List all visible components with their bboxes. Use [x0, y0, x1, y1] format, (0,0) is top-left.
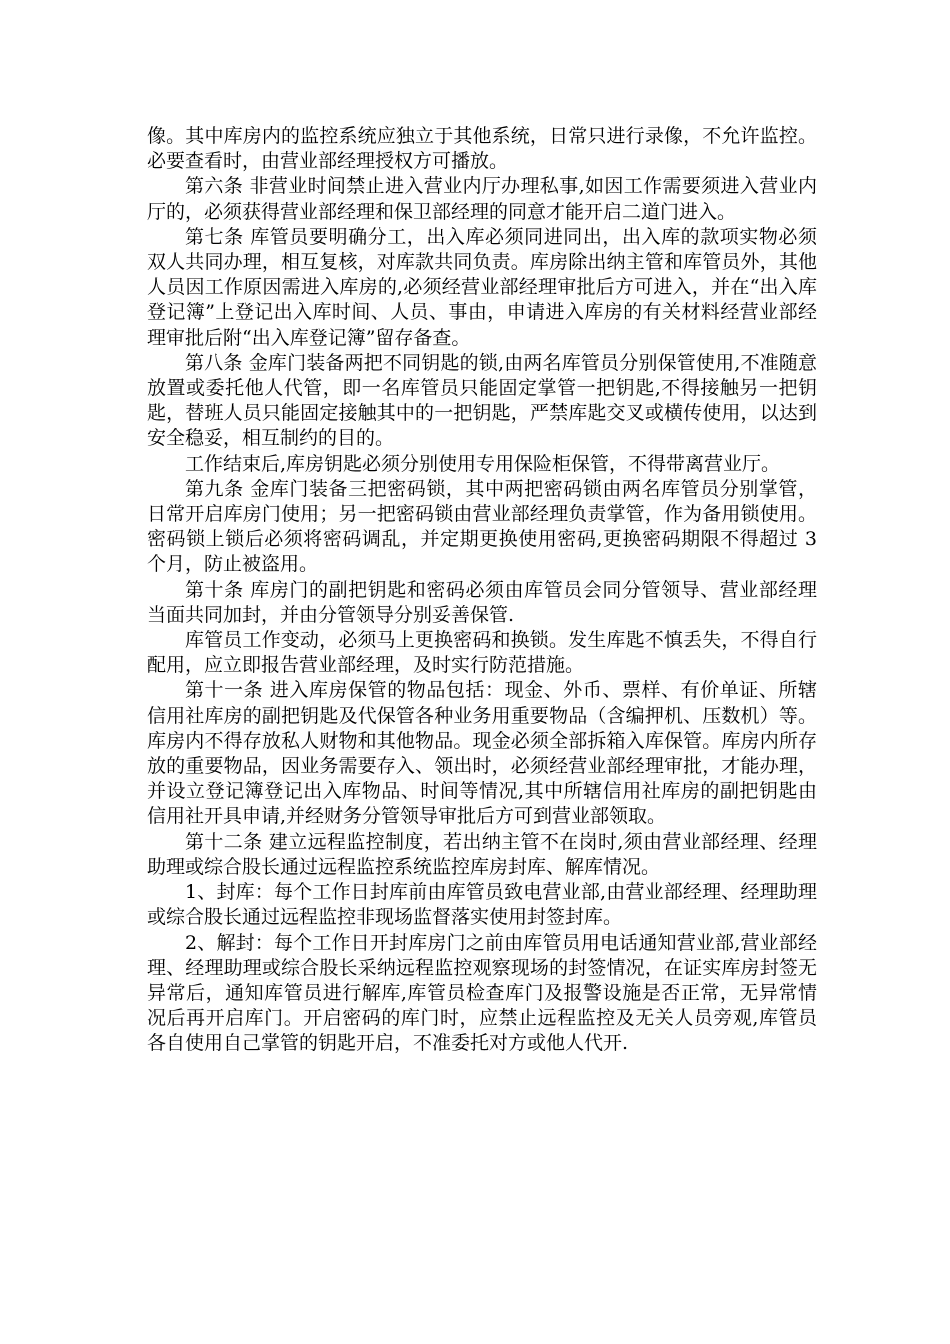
- paragraph-unsealing: 2、解封：每个工作日开封库房门之前由库管员用电话通知营业部,营业部经理、经理助理或综合股长采纳远程监控观察现场的封签情况，在证实库房封签无异常后，通知库管员进行解库,库管员检查库门及报警设施是否正常，无异常情况后再开启库门。开启密码的库门时，应禁止远程监控及无关人员旁观,库管员各自使用自己掌管的钥匙开启，不准委托对方或他人代开.: [147, 931, 817, 1055]
- paragraph-article-12: 第十二条 建立远程监控制度，若出纳主管不在岗时,须由营业部经理、经理助理或综合股长通过远程监控系统监控库房封库、解库情况。: [147, 830, 817, 878]
- document-body: [147, 124, 817, 1057]
- paragraph-article-9: 第九条 金库门装备三把密码锁，其中两把密码锁由两名库管员分别掌管，日常开启库房门使用；另一把密码锁由营业部经理负责掌管，作为备用锁使用。密码锁上锁后必须将密码调乱，并定期更换使用密码,更换密码期限不得超过 3 个月，防止被盗用。: [147, 477, 817, 576]
- paragraph-article-11: 第十一条 进入库房保管的物品包括：现金、外币、票样、有价单证、所辖信用社库房的副把钥匙及代保管各种业务用重要物品（含编押机、压数机）等。库房内不得存放私人财物和其他物品。现金必须全部拆箱入库保管。库房内所存放的重要物品，因业务需要存入、领出时，必须经营业部经理审批，才能办理，并设立登记簿登记出入库物品、时间等情况,其中所辖信用社库房的副把钥匙由信用社开具申请,并经财务分管领导审批后方可到营业部领取。: [147, 679, 817, 828]
- paragraph-continuation: 像。其中库房内的监控系统应独立于其他系统，日常只进行录像，不允许监控。必要查看时，由营业部经理授权方可播放。: [147, 125, 817, 173]
- paragraph-article-7: 第七条 库管员要明确分工，出入库必须同进同出，出入库的款项实物必须双人共同办理，相互复核，对库款共同负责。库房除出纳主管和库管员外，其他人员因工作原因需进入库房的,必须经营业部经理审批后方可进入，并在“出入库登记簿”上登记出入库时间、人员、事由，申请进入库房的有关材料经营业部经理审批后附“出入库登记簿”留存备查。: [147, 225, 817, 349]
- paragraph-article-6: 第六条 非营业时间禁止进入营业内厅办理私事,如因工作需要须进入营业内厅的，必须获得营业部经理和保卫部经理的同意才能开启二道门进入。: [147, 175, 817, 223]
- paragraph-article-8: 第八条 金库门装备两把不同钥匙的锁,由两名库管员分别保管使用,不准随意放置或委托他人代管，即一名库管员只能固定掌管一把钥匙,不得接触另一把钥匙，替班人员只能固定接触其中的一把钥匙，严禁库匙交叉或横传使用，以达到安全稳妥，相互制约的目的。: [147, 351, 817, 450]
- paragraph-key-storage: 工作结束后,库房钥匙必须分别使用专用保险柜保管，不得带离营业厅。: [185, 452, 781, 475]
- paragraph-sealing: 1、封库：每个工作日封库前由库管员致电营业部,由营业部经理、经理助理或综合股长通过远程监控非现场监督落实使用封签封库。: [147, 881, 817, 929]
- paragraph-article-10: 第十条 库房门的副把钥匙和密码必须由库管员会同分管领导、营业部经理当面共同加封，并由分管领导分别妥善保管.: [147, 578, 817, 626]
- paragraph-staff-change: 库管员工作变动，必须马上更换密码和换锁。发生库匙不慎丢失，不得自行配用，应立即报告营业部经理，及时实行防范措施。: [147, 629, 817, 677]
